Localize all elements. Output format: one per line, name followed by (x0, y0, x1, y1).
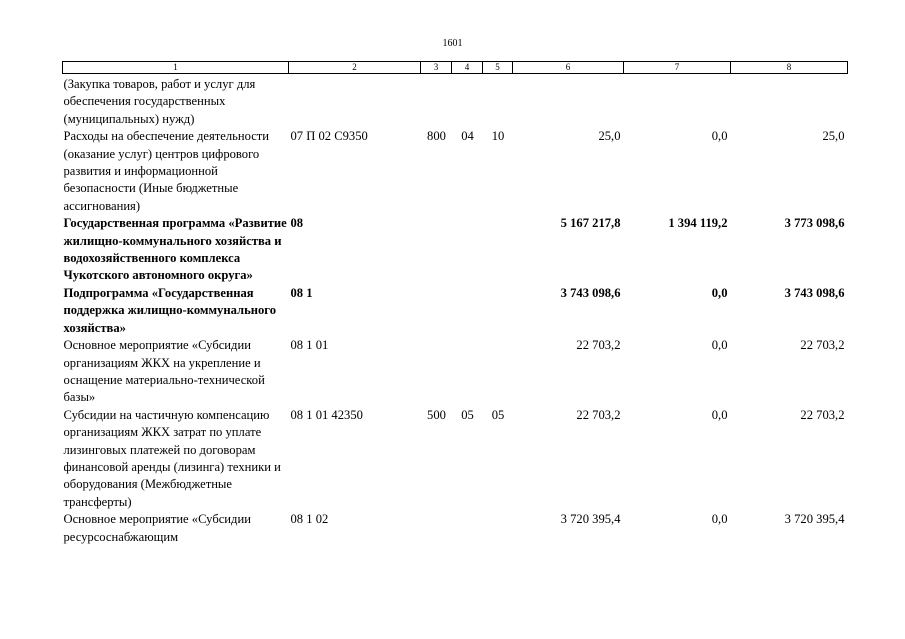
row-code-cell (289, 74, 421, 129)
row-col6-cell: 22 703,2 (576, 338, 621, 353)
row-col8-cell: 25,0 (822, 129, 845, 144)
row-col4-cell (452, 511, 483, 546)
row-col5-cell (483, 285, 513, 337)
row-code-cell: 08 (290, 216, 304, 231)
column-header: 4 (452, 62, 483, 74)
row-col7-cell: 1 394 119,2 (668, 216, 728, 231)
row-col6-cell: 3 720 395,4 (560, 512, 621, 527)
row-col3-cell (421, 337, 452, 407)
row-code-cell: 07 П 02 С9350 (290, 129, 368, 144)
row-col8-cell: 3 743 098,6 (784, 285, 845, 300)
row-col8-cell: 22 703,2 (800, 338, 845, 353)
row-col5-cell: 10 (491, 129, 505, 144)
column-header: 2 (289, 62, 421, 74)
row-col4-cell (452, 74, 483, 129)
row-col7-cell: 0,0 (711, 338, 728, 353)
row-col6-cell (513, 74, 624, 129)
row-col6-cell: 25,0 (598, 129, 621, 144)
column-header: 1 (63, 62, 289, 74)
row-col6-cell: 5 167 217,8 (560, 216, 621, 231)
row-name-cell: Основное мероприятие «Субсидии организациям ЖКХ на укрепление и оснащение материально-технической базы» (63, 338, 265, 405)
row-col3-cell (421, 511, 452, 546)
row-name-cell: Расходы на обеспечение деятельности (оказание услуг) центров цифрового развития и информационной безопасности (Иные бюджетные ассигнования) (63, 129, 270, 213)
row-col4-cell (452, 215, 483, 285)
column-header: 7 (624, 62, 731, 74)
column-header: 6 (513, 62, 624, 74)
row-name-cell: Подпрограмма «Государственная поддержка жилищно-коммунального хозяйства» (63, 285, 277, 335)
row-name-cell: Основное мероприятие «Субсидии ресурсоснабжающим (63, 512, 251, 544)
row-col8-cell: 3 773 098,6 (784, 216, 845, 231)
column-header: 3 (421, 62, 452, 74)
row-col8-cell: 3 720 395,4 (784, 512, 845, 527)
row-code-cell: 08 1 02 (290, 512, 329, 527)
table-header-row (63, 62, 848, 74)
row-col6-cell: 3 743 098,6 (560, 285, 621, 300)
row-col5-cell (483, 215, 513, 285)
budget-table (62, 61, 848, 546)
row-col8-cell (731, 74, 848, 129)
row-col5-cell: 05 (491, 407, 505, 422)
table-row (63, 285, 848, 337)
table-row (63, 407, 848, 511)
row-col7-cell: 0,0 (711, 407, 728, 422)
table-row (63, 337, 848, 407)
row-name-cell: (Закупка товаров, работ и услуг для обеспечения государственных (муниципальных) нужд) (63, 77, 256, 126)
row-col3-cell (421, 285, 452, 337)
row-code-cell: 08 1 (290, 285, 313, 300)
row-col3-cell (421, 215, 452, 285)
table-row (63, 74, 848, 129)
row-col7-cell: 0,0 (711, 285, 728, 300)
row-col3-cell: 800 (427, 129, 446, 144)
row-col7-cell: 0,0 (711, 129, 728, 144)
row-code-cell: 08 1 01 42350 (290, 407, 363, 422)
row-code-cell: 08 1 01 (290, 338, 329, 353)
row-col3-cell: 500 (427, 407, 446, 422)
row-col5-cell (483, 337, 513, 407)
row-col4-cell (452, 337, 483, 407)
row-col4-cell: 04 (461, 129, 474, 144)
row-name-cell: Субсидии на частичную компенсацию организациям ЖКХ затрат по уплате лизинговых платежей по договорам финансовой аренды (лизинга) техники и оборудования (Межбюджетные трансферты) (63, 407, 281, 509)
table-row (63, 511, 848, 546)
table-row (63, 215, 848, 285)
row-col5-cell (483, 511, 513, 546)
row-col7-cell: 0,0 (711, 512, 728, 527)
row-name-cell: Государственная программа «Развитие жилищно-коммунального хозяйства и водохозяйственного комплекса Чукотского автономного округа» (63, 216, 287, 283)
row-col7-cell (624, 74, 731, 129)
page-number: 1601 (442, 38, 463, 49)
row-col5-cell (483, 74, 513, 129)
column-header: 5 (483, 62, 513, 74)
table-body (63, 74, 848, 546)
column-header: 8 (731, 62, 848, 74)
row-col8-cell: 22 703,2 (800, 407, 845, 422)
row-col6-cell: 22 703,2 (576, 407, 621, 422)
table-row (63, 128, 848, 215)
row-col3-cell (421, 74, 452, 129)
row-col4-cell: 05 (461, 407, 474, 422)
row-col4-cell (452, 285, 483, 337)
